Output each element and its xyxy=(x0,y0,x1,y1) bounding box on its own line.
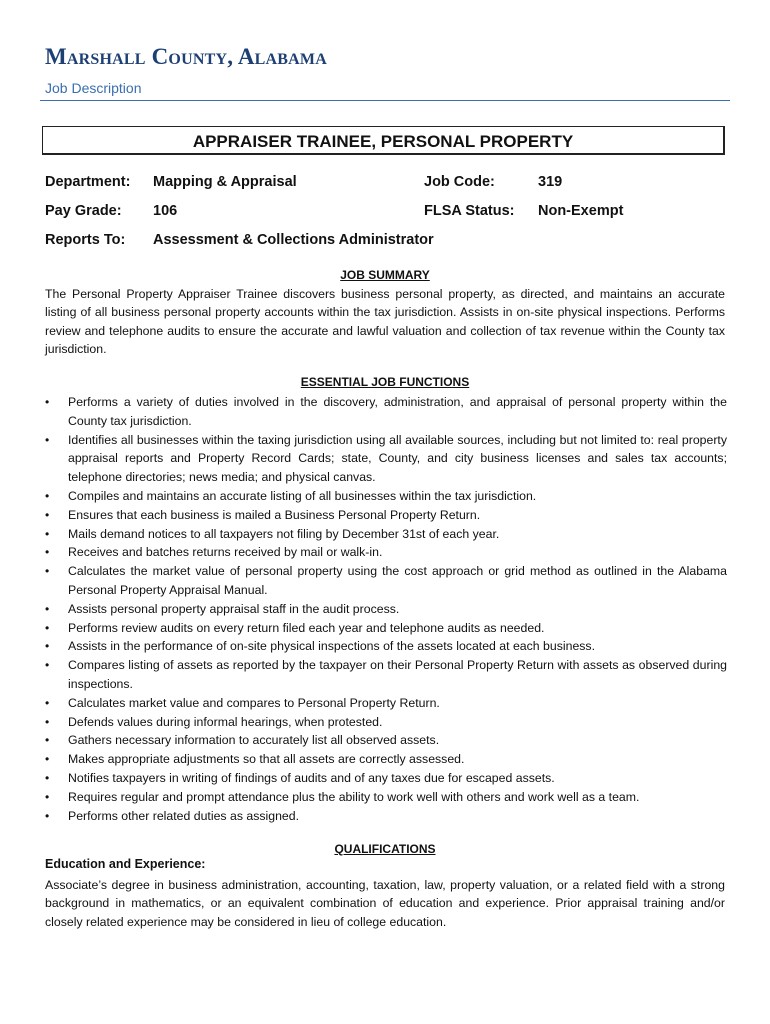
bullet-icon: • xyxy=(45,432,50,447)
pay-grade-value: 106 xyxy=(153,203,178,219)
header-divider xyxy=(40,100,730,101)
list-item xyxy=(45,562,727,600)
list-item xyxy=(45,656,727,694)
bullet-icon: • xyxy=(45,658,50,673)
department-label: Department: xyxy=(45,174,131,190)
bullet-icon: • xyxy=(45,808,50,823)
list-item xyxy=(45,788,727,807)
bullet-icon: • xyxy=(45,564,50,579)
bullet-icon: • xyxy=(45,620,50,635)
flsa-status-label: FLSA Status: xyxy=(424,203,515,219)
bullet-icon: • xyxy=(45,639,50,654)
education-experience-heading: Education and Experience: xyxy=(45,857,206,871)
department-value: Mapping & Appraisal xyxy=(153,174,297,190)
bullet-icon: • xyxy=(45,695,50,710)
list-item-text: Gathers necessary information to accurately list all observed assets. xyxy=(68,733,440,748)
bullet-icon: • xyxy=(45,770,50,785)
bullet-icon: • xyxy=(45,545,50,560)
list-item-text: Assists in the performance of on-site physical inspections of the assets located at each business. xyxy=(68,639,595,654)
reports-to-value: Assessment & Collections Administrator xyxy=(153,232,434,248)
list-item xyxy=(45,637,727,656)
bullet-icon: • xyxy=(45,526,50,541)
list-item-text: Performs a variety of duties involved in the discovery, administration, and appraisal of personal property within the County tax jurisdiction. xyxy=(68,395,727,428)
list-item xyxy=(45,619,727,638)
list-item xyxy=(45,431,727,487)
bullet-icon: • xyxy=(45,789,50,804)
job-title-box: APPRAISER TRAINEE, PERSONAL PROPERTY xyxy=(42,126,725,155)
list-item xyxy=(45,694,727,713)
list-item xyxy=(45,713,727,732)
document-subtitle: Job Description xyxy=(45,80,142,96)
bullet-icon: • xyxy=(45,714,50,729)
list-item xyxy=(45,487,727,506)
list-item-text: Identifies all businesses within the taxing jurisdiction using all available sources, including but not limited to: real property appraisal reports and Property Record Cards; state, County, and city business licenses and sales tax accounts; telephone directories; news media; and physical canvas. xyxy=(68,432,727,485)
list-item-text: Performs other related duties as assigned. xyxy=(68,808,300,823)
list-item xyxy=(45,600,727,619)
list-item xyxy=(45,543,727,562)
list-item-text: Requires regular and prompt attendance plus the ability to work well with others and work well as a team. xyxy=(68,789,640,804)
bullet-icon: • xyxy=(45,733,50,748)
qualifications-heading: QUALIFICATIONS xyxy=(334,842,436,856)
list-item-text: Notifies taxpayers in writing of findings of audits and of any taxes due for escaped assets. xyxy=(68,770,555,785)
job-code-value: 319 xyxy=(538,174,563,190)
bullet-icon: • xyxy=(45,507,50,522)
bullet-icon: • xyxy=(45,395,50,409)
essential-functions-list xyxy=(45,393,727,825)
county-title: Marshall County, Alabama xyxy=(45,44,327,69)
essential-functions-heading: ESSENTIAL JOB FUNCTIONS xyxy=(300,375,470,389)
list-item-text: Receives and batches returns received by mail or walk-in. xyxy=(68,545,383,560)
list-item-text: Calculates the market value of personal property using the cost approach or grid method as outlined in the Alabama Personal Property Appraisal Manual. xyxy=(68,564,727,597)
list-item xyxy=(45,393,727,431)
list-item xyxy=(45,769,727,788)
job-summary-text: The Personal Property Appraiser Trainee discovers business personal property, as directed, and maintains an accurate listing of all business personal property accounts within the tax jurisdiction. Assists in on-site physical inspections. Performs review and telephone audits to ensure the accurate and lawful valuation and collection of tax revenue within the County tax jurisdiction. xyxy=(45,287,725,357)
reports-to-label: Reports To: xyxy=(45,232,126,248)
list-item-text: Performs review audits on every return filed each year and telephone audits as needed. xyxy=(68,620,545,635)
list-item-text: Makes appropriate adjustments so that all assets are correctly assessed. xyxy=(68,752,465,767)
pay-grade-label: Pay Grade: xyxy=(45,203,122,219)
bullet-icon: • xyxy=(45,601,50,616)
list-item xyxy=(45,506,727,525)
list-item xyxy=(45,750,727,769)
list-item xyxy=(45,731,727,750)
education-experience-text: Associate’s degree in business administration, accounting, taxation, law, property valuation, or a related field with a strong background in mathematics, or an equivalent combination of education and experience. Prior appraisal training and/or closely related experience may be considered in lieu of college education. xyxy=(45,878,725,929)
flsa-status-value: Non-Exempt xyxy=(538,203,624,219)
bullet-icon: • xyxy=(45,752,50,767)
list-item xyxy=(45,807,727,826)
list-item-text: Compares listing of assets as reported by the taxpayer on their Personal Property Return with assets as observed during inspections. xyxy=(68,658,727,691)
list-item-text: Mails demand notices to all taxpayers not filing by December 31st of each year. xyxy=(68,526,500,541)
list-item-text: Calculates market value and compares to Personal Property Return. xyxy=(68,695,440,710)
job-code-label: Job Code: xyxy=(424,174,495,190)
job-summary-heading: JOB SUMMARY xyxy=(340,268,430,282)
list-item-text: Ensures that each business is mailed a Business Personal Property Return. xyxy=(68,507,481,522)
list-item-text: Assists personal property appraisal staff in the audit process. xyxy=(68,601,400,616)
list-item-text: Defends values during informal hearings, when protested. xyxy=(68,714,383,729)
list-item-text: Compiles and maintains an accurate listing of all businesses within the tax jurisdiction. xyxy=(68,488,537,503)
bullet-icon: • xyxy=(45,488,50,503)
list-item xyxy=(45,525,727,544)
